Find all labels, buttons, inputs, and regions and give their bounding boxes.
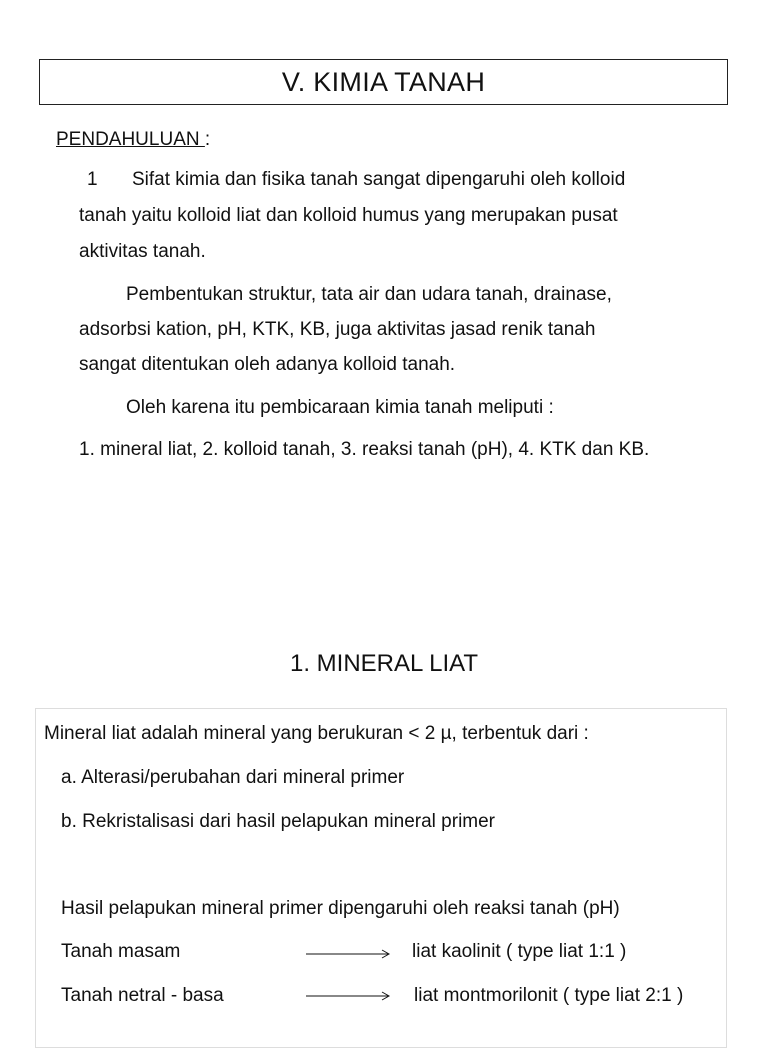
paragraph-2-line-3: sangat ditentukan oleh adanya kolloid tanah. <box>79 354 456 375</box>
row-2-result: liat montmorilonit ( type liat 2:1 ) <box>414 985 684 1006</box>
ph-sentence: Hasil pelapukan mineral primer dipengaruhi oleh reaksi tanah (pH) <box>61 898 620 919</box>
paragraph-2-line-1: Pembentukan struktur, tata air dan udara tanah, drainase, <box>126 284 612 305</box>
list-item-a: a. Alterasi/perubahan dari mineral primer <box>61 767 405 788</box>
paragraph-1-line-3: aktivitas tanah. <box>79 241 206 262</box>
row-2-condition: Tanah netral - basa <box>61 985 224 1006</box>
paragraph-2-line-2: adsorbsi kation, pH, KTK, KB, juga aktivitas jasad renik tanah <box>79 319 596 340</box>
row-1-condition: Tanah masam <box>61 941 181 962</box>
page-title <box>39 59 728 105</box>
section-title: 1. MINERAL LIAT <box>289 650 479 677</box>
row-1-result: liat kaolinit ( type liat 1:1 ) <box>412 941 627 962</box>
mineral-definition: Mineral liat adalah mineral yang berukuran < 2 µ, terbentuk dari : <box>44 723 589 744</box>
point-number: 1 <box>87 169 98 190</box>
intro-heading-colon: : <box>204 129 211 150</box>
paragraph-1-line-2: tanah yaitu kolloid liat dan kolloid humus yang merupakan pusat <box>79 205 618 226</box>
paragraph-1-line-1: Sifat kimia dan fisika tanah sangat dipengaruhi oleh kolloid <box>132 169 626 190</box>
paragraph-3-line-1: Oleh karena itu pembicaraan kimia tanah meliputi : <box>126 397 554 418</box>
arrow-right-icon <box>306 990 390 1002</box>
topics-list: 1. mineral liat, 2. kolloid tanah, 3. reaksi tanah (pH), 4. KTK dan KB. <box>79 439 650 460</box>
intro-heading-text: PENDAHULUAN <box>56 129 205 150</box>
page-title-text: V. KIMIA TANAH <box>281 66 486 97</box>
arrow-right-icon <box>306 948 390 960</box>
list-item-b: b. Rekristalisasi dari hasil pelapukan mineral primer <box>61 811 496 832</box>
intro-heading <box>56 129 210 151</box>
